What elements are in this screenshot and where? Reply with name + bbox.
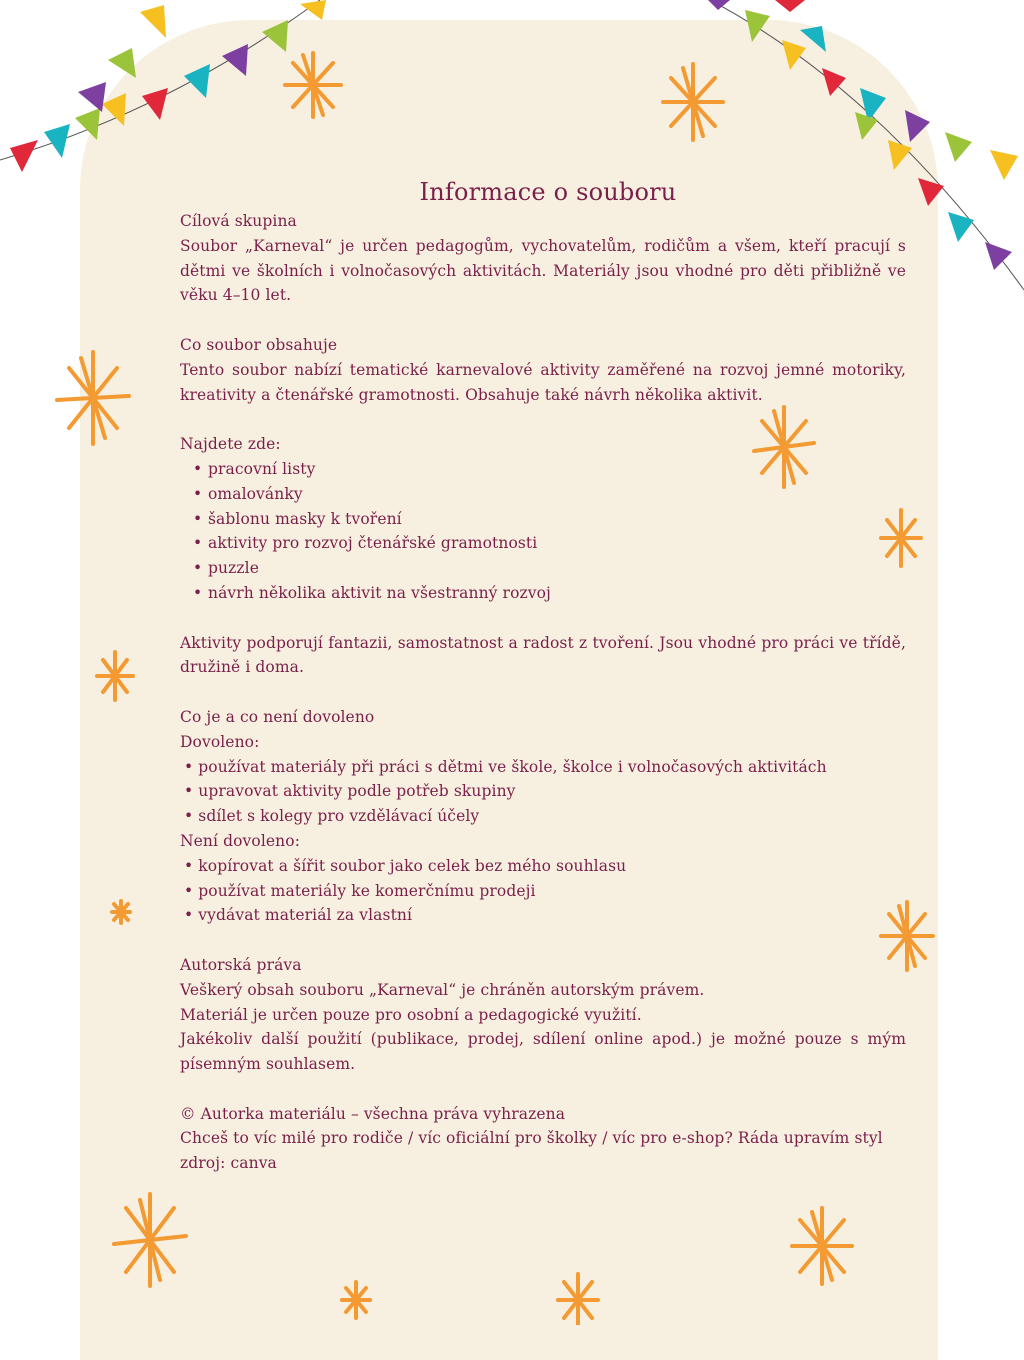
page-title: Informace o souboru xyxy=(419,178,677,206)
style-question: Chceš to víc milé pro rodiče / víc oficiální pro školky / víc pro e-shop? Ráda upravím styl xyxy=(180,1129,883,1148)
allowed-heading: Dovoleno: xyxy=(180,732,260,751)
author-note: © Autorka materiálu – všechna práva vyhrazena xyxy=(180,1104,566,1123)
target-group-text: Soubor „Karneval“ je určen pedagogům, vychovatelům, rodičům a všem, kteří pracují s dětmi ve školních i volnočasových aktivitách. Materiály jsou vhodné pro děti přibližně ve věku 4–10 let. xyxy=(180,236,906,305)
forbidden-item: • používat materiály ke komerčnímu prodeji xyxy=(184,881,536,900)
list-item: • návrh několika aktivit na všestranný rozvoj xyxy=(208,581,906,606)
list-item: • omalovánky xyxy=(208,482,906,507)
document-content xyxy=(180,175,906,1176)
list-item: • puzzle xyxy=(208,556,906,581)
target-group-heading: Cílová skupina xyxy=(180,212,297,230)
rules-heading: Co je a co není dovoleno xyxy=(180,707,375,726)
forbidden-item: • vydávat materiál za vlastní xyxy=(184,906,413,925)
forbidden-heading: Není dovoleno: xyxy=(180,831,301,850)
allowed-item: • používat materiály při práci s dětmi ve škole, školce i volnočasových aktivitách xyxy=(184,757,827,776)
copyright-line: Jakékoliv další použití (publikace, prodej, sdílení online apod.) je možné pouze s mým písemným souhlasem. xyxy=(180,1030,906,1074)
copyright-heading: Autorská práva xyxy=(180,955,302,974)
list-item: • aktivity pro rozvoj čtenářské gramotnosti xyxy=(208,531,906,556)
allowed-item: • sdílet s kolegy pro vzdělávací účely xyxy=(184,807,480,826)
allowed-item: • upravovat aktivity podle potřeb skupiny xyxy=(184,782,516,801)
found-list xyxy=(180,457,906,606)
forbidden-item: • kopírovat a šířit soubor jako celek bez mého souhlasu xyxy=(184,856,627,875)
contents-heading: Co soubor obsahuje xyxy=(180,335,338,354)
found-heading: Najdete zde: xyxy=(180,435,281,454)
copyright-line: Materiál je určen pouze pro osobní a pedagogické využití. xyxy=(180,1005,642,1024)
list-item: • pracovní listy xyxy=(208,457,906,482)
contents-text: Tento soubor nabízí tematické karnevalové aktivity zaměřené na rozvoj jemné motoriky, kreativity a čtenářské gramotnosti. Obsahuje také návrh několika aktivit. xyxy=(180,360,906,404)
copyright-line: Veškerý obsah souboru „Karneval“ je chráněn autorským právem. xyxy=(180,980,705,999)
support-text: Aktivity podporují fantazii, samostatnost a radost z tvoření. Jsou vhodné pro práci ve třídě, družině i doma. xyxy=(180,633,906,677)
list-item: • šablonu masky k tvoření xyxy=(208,507,906,532)
source-note: zdroj: canva xyxy=(180,1154,277,1173)
